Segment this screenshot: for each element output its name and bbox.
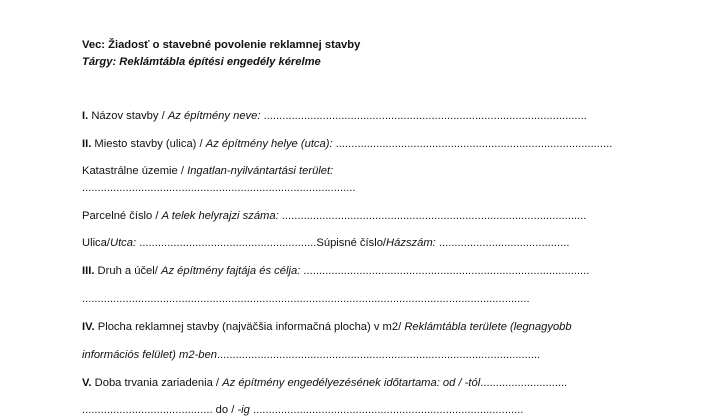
- fill-line-cadastral[interactable]: ........................................................................................: [82, 182, 356, 194]
- field-cadastral-area: [82, 164, 333, 178]
- fill-line[interactable]: ............................................................................................: [300, 265, 590, 277]
- field-label: Doba trvania zariadenia /: [91, 377, 223, 389]
- field-label-hu: Az építmény fajtája és célja:: [160, 265, 301, 277]
- field-label-hu: Az építmény neve:: [167, 110, 261, 122]
- field-duration-to: [82, 403, 523, 417]
- field-label: Miesto stavby (ulica) /: [91, 138, 206, 150]
- fill-line[interactable]: .........................................................................................: [332, 138, 613, 150]
- field-label: Plocha reklamnej stavby (najväčšia informačná plocha) v m2/: [94, 321, 405, 333]
- section-number: III.: [82, 265, 95, 277]
- field-label: Názov stavby /: [88, 110, 168, 122]
- field-label: Druh a účel/: [94, 265, 161, 277]
- field-label-hu: Ingatlan-nyilvántartási terület:: [187, 165, 334, 177]
- field-label-number: Súpisné číslo/: [316, 237, 387, 249]
- fill-line[interactable]: ..................................................................................................: [278, 210, 587, 222]
- field-advertising-area: [82, 320, 572, 334]
- field-label-hu: A telek helyrajzi száma:: [161, 210, 279, 222]
- section-number: I.: [82, 110, 89, 122]
- field-label-number-hu: Házszám:: [386, 237, 436, 249]
- fill-line[interactable]: ........................................................................................................: [260, 110, 587, 122]
- field-label-hu: Az építmény engedélyezésének időtartama: od / -tól: [222, 377, 481, 389]
- section-number: V.: [82, 377, 92, 389]
- fill-line-type-purpose[interactable]: ................................................................................................................................................: [82, 293, 530, 305]
- section-number: II.: [82, 138, 92, 150]
- field-label-hu: Utca:: [109, 237, 137, 249]
- field-label-to-hu: -ig: [237, 404, 250, 416]
- subject-line: Vec: Žiadosť o stavebné povolenie reklamnej stavby: [82, 39, 361, 51]
- fill-line-street[interactable]: .........................................................: [136, 237, 317, 249]
- field-label-hu: Reklámtábla területe (legnagyobb: [404, 321, 572, 333]
- fill-line-number[interactable]: ..........................................: [435, 237, 570, 249]
- field-street-and-number: [82, 236, 569, 250]
- section-number: IV.: [82, 321, 95, 333]
- fill-line[interactable]: ........................................................................................................: [216, 349, 541, 361]
- field-label-to: do /: [212, 404, 238, 416]
- field-label-hu: Az építmény helye (utca):: [205, 138, 333, 150]
- field-type-purpose: [82, 264, 589, 278]
- field-duration: [82, 376, 567, 390]
- subject-line-hu: Tárgy: Reklámtábla építési engedély kérelme: [82, 56, 321, 68]
- fill-line-to[interactable]: .......................................................................................: [249, 404, 524, 416]
- field-location-street: [82, 137, 612, 151]
- field-parcel-number: [82, 209, 586, 223]
- field-label: Parcelné číslo /: [82, 210, 162, 222]
- field-label: Katastrálne územie /: [82, 165, 188, 177]
- field-building-name: [82, 109, 587, 123]
- fill-line-from-cont[interactable]: ..........................................: [82, 404, 213, 416]
- field-label-hu: információs felület) m2-ben: [82, 349, 217, 361]
- field-label: Ulica/: [82, 237, 110, 249]
- fill-line-from[interactable]: ............................: [480, 377, 568, 389]
- field-advertising-area-cont: [82, 348, 540, 362]
